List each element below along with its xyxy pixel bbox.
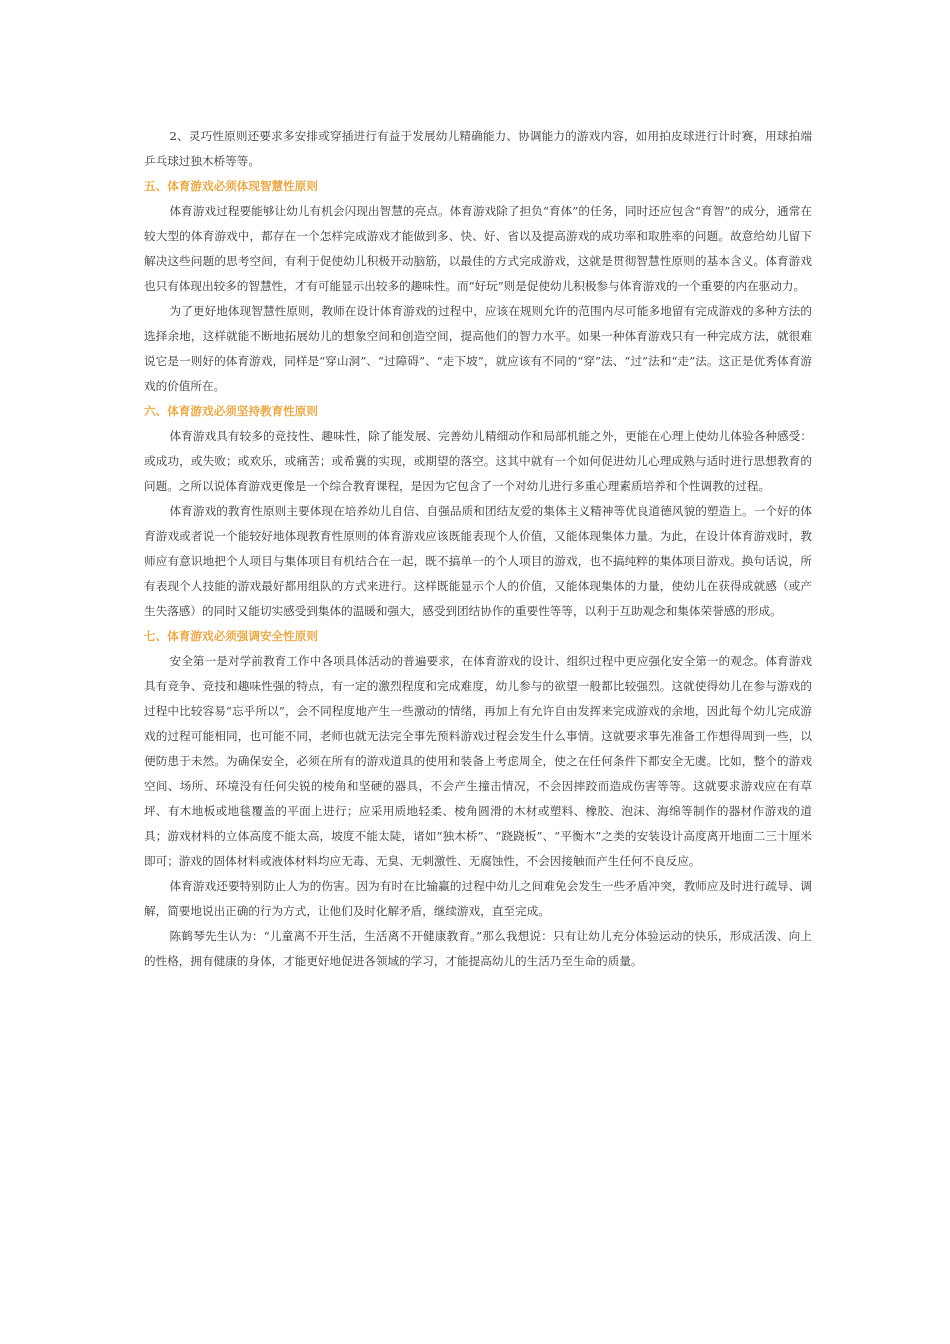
- section-heading-wisdom: 五、体育游戏必须体现智慧性原则: [144, 179, 318, 193]
- paragraph-flexibility: 2、灵巧性原则还要求多安排或穿插进行有益于发展幼儿精确能力、协调能力的游戏内容，如用拍皮球进行计时赛，用球拍端乒乓球过独木桥等等。: [144, 129, 812, 168]
- document-page: [144, 124, 812, 974]
- paragraph-education-1: 体育游戏具有较多的竞技性、趣味性，除了能发展、完善幼儿精细动作和局部机能之外，更能在心理上使幼儿体验各种感受：或成功，或失败；或欢乐，或痛苦；或希冀的实现，或期望的落空。这其中就有一个如何促进幼儿心理成熟与适时进行思想教育的问题。之所以说体育游戏更像是一个综合教育课程，是因为它包含了一个对幼儿进行多重心理素质培养和个性调教的过程。: [144, 429, 812, 493]
- paragraph-conclusion: 陈鹤琴先生认为：“儿童离不开生活，生活离不开健康教育。”那么我想说：只有让幼儿充分体验运动的快乐，形成活泼、向上的性格，拥有健康的身体，才能更好地促进各领域的学习，才能提高幼儿的生活乃至生命的质量。: [144, 929, 812, 968]
- section-heading-safety: 七、体育游戏必须强调安全性原则: [144, 629, 318, 643]
- paragraph-wisdom-2: 为了更好地体现智慧性原则，教师在设计体育游戏的过程中，应该在规则允许的范围内尽可能多地留有完成游戏的多种方法的选择余地，这样就能不断地拓展幼儿的想象空间和创造空间，提高他们的智力水平。如果一种体育游戏只有一种完成方法，就很难说它是一则好的体育游戏，同样是“穿山洞”、“过障碍”、“走下坡”，就应该有不同的“穿”法、“过”法和“走”法。这正是优秀体育游戏的价值所在。: [144, 304, 812, 393]
- paragraph-safety-1: 安全第一是对学前教育工作中各项具体活动的普遍要求，在体育游戏的设计、组织过程中更应强化安全第一的观念。体育游戏具有竞争、竞技和趣味性强的特点，有一定的激烈程度和完成难度，幼儿参与的欲望一般都比较强烈。这就使得幼儿在参与游戏的过程中比较容易“忘乎所以”，会不同程度地产生一些激动的情绪，再加上有允许自由发挥来完成游戏的余地，因此每个幼儿完成游戏的过程可能相同，也可能不同，老师也就无法完全事先预料游戏过程会发生什么事情。这就要求事先准备工作想得周到一些，以便防患于未然。为确保安全，必须在所有的游戏道具的使用和装备上考虑周全，使之在任何条件下都安全无虞。比如，整个的游戏空间、场所、环境没有任何尖锐的棱角和坚硬的器具，不会产生撞击情况，不会因摔跤而造成伤害等等。这就要求游戏应在有草坪、有木地板或地毯覆盖的平面上进行；应采用质地轻柔、棱角圆滑的木材或塑料、橡胶、泡沫、海绵等制作的器材作游戏的道具；游戏材料的立体高度不能太高，坡度不能太陡，诸如“独木桥”、“跷跷板”、“平衡木”之类的安装设计高度离开地面二三十厘米即可；游戏的固体材料或液体材料均应无毒、无臭、无刺激性、无腐蚀性，不会因接触而产生任何不良反应。: [144, 654, 812, 868]
- paragraph-education-2: 体育游戏的教育性原则主要体现在培养幼儿自信、自强品质和团结友爱的集体主义精神等优良道德风貌的塑造上。一个好的体育游戏或者说一个能较好地体现教育性原则的体育游戏应该既能表现个人价值，又能体现集体力量。为此，在设计体育游戏时，教师应有意识地把个人项目与集体项目有机结合在一起，既不搞单一的个人项目的游戏，也不搞纯粹的集体项目游戏。换句话说，所有表现个人技能的游戏最好都用组队的方式来进行。这样既能显示个人的价值，又能体现集体的力量，使幼儿在获得成就感（或产生失落感）的同时又能切实感受到集体的温暖和强大，感受到团结协作的重要性等等，以利于互助观念和集体荣誉感的形成。: [144, 504, 812, 618]
- section-heading-education: 六、体育游戏必须坚持教育性原则: [144, 404, 318, 418]
- paragraph-safety-2: 体育游戏还要特别防止人为的伤害。因为有时在比输赢的过程中幼儿之间难免会发生一些矛盾冲突，教师应及时进行疏导、调解，简要地说出正确的行为方式，让他们及时化解矛盾，继续游戏，直至完成。: [144, 879, 812, 918]
- paragraph-wisdom-1: 体育游戏过程要能够让幼儿有机会闪现出智慧的亮点。体育游戏除了担负“育体”的任务，同时还应包含“育智”的成分，通常在较大型的体育游戏中，都存在一个怎样完成游戏才能做到多、快、好、省以及提高游戏的成功率和取胜率的问题。故意给幼儿留下解决这些问题的思考空间，有利于促使幼儿积极开动脑筋，以最佳的方式完成游戏，这就是贯彻智慧性原则的基本含义。体育游戏也只有体现出较多的智慧性，才有可能显示出较多的趣味性。而“好玩”则是促使幼儿积极参与体育游戏的一个重要的内在驱动力。: [144, 204, 812, 293]
